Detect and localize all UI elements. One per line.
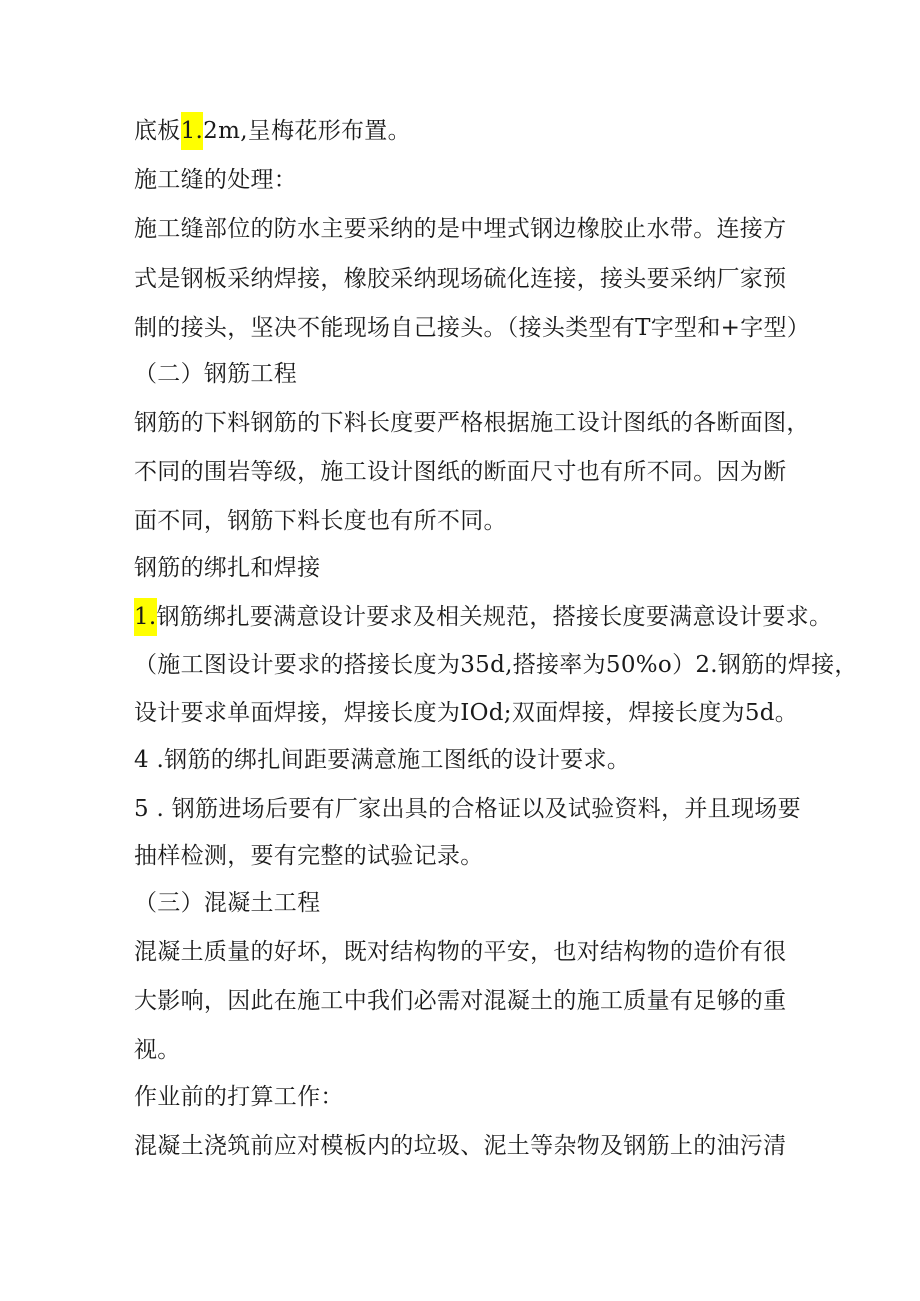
text-line [134,696,798,730]
line-text: 施工缝的处理： [134,167,298,193]
line-text: 钢筋的下料钢筋的下料长度要严格根据施工设计图纸的各断面图， [134,410,810,436]
line-text: 不同的围岩等级，施工设计图纸的断面尺寸也有所不同。因为断 [134,459,787,485]
text-line [134,114,411,148]
text-line [134,648,858,682]
text-line [134,455,786,489]
text-line [134,839,484,873]
text-line [134,792,801,826]
text-line [134,262,786,296]
line-text: 式是钢板采纳焊接，橡胶采纳现场硫化连接，接头要采纳厂家预 [134,266,787,292]
line-text: 作业前的打算工作： [134,1084,344,1110]
line-text: 设计要求单面焊接，焊接长度为IOd;双面焊接，焊接长度为5d。 [134,700,799,726]
section-heading [134,1080,344,1114]
line-text: 施工缝部位的防水主要采纳的是中埋式钢边橡胶止水带。连接方 [134,216,787,242]
section-heading [134,551,320,585]
line-text: 钢筋的绑扎和焊接 [134,555,321,581]
line-text: 4 .钢筋的绑扎间距要满意施工图纸的设计要求。 [134,747,631,773]
line-text: 制的接头，坚决不能现场自己接头。（接头类型有T字型和+字型） [134,315,811,341]
text-line [134,935,786,969]
line-text: 2m,呈梅花形布置。 [203,118,411,144]
text-line [134,504,507,538]
text-line [134,1033,181,1067]
text-line [134,1129,786,1163]
line-text: 抽样检测，要有完整的试验记录。 [134,843,484,869]
line-text: 大影响，因此在施工中我们必需对混凝土的施工质量有足够的重 [134,988,787,1014]
line-text: 底板 [134,118,181,144]
line-text: 面不同，钢筋下料长度也有所不同。 [134,508,507,534]
text-line [134,406,810,440]
text-line [134,984,786,1018]
line-text: 混凝土浇筑前应对模板内的垃圾、泥土等杂物及钢筋上的油污清 [134,1133,787,1159]
line-text: （二）钢筋工程 [134,361,298,387]
line-text: 视。 [134,1037,181,1063]
text-line [134,600,832,634]
text-line [134,743,630,777]
text-line [134,212,786,246]
line-text: 钢筋绑扎要满意设计要求及相关规范，搭接长度要满意设计要求。 [156,604,833,630]
highlighted-text: 1. [134,598,157,636]
section-heading [134,886,320,920]
text-line [134,311,810,345]
line-text: 混凝土质量的好坏，既对结构物的平安，也对结构物的造价有很 [134,939,787,965]
line-text: （三）混凝土工程 [134,890,321,916]
line-text: （施工图设计要求的搭接长度为35d,搭接率为50%o）2.钢筋的焊接， [134,652,858,678]
highlighted-text: 1. [181,112,204,150]
section-heading [134,357,297,391]
section-heading [134,163,297,197]
line-text: 5 . 钢筋进场后要有厂家出具的合格证以及试验资料，并且现场要 [134,796,801,822]
